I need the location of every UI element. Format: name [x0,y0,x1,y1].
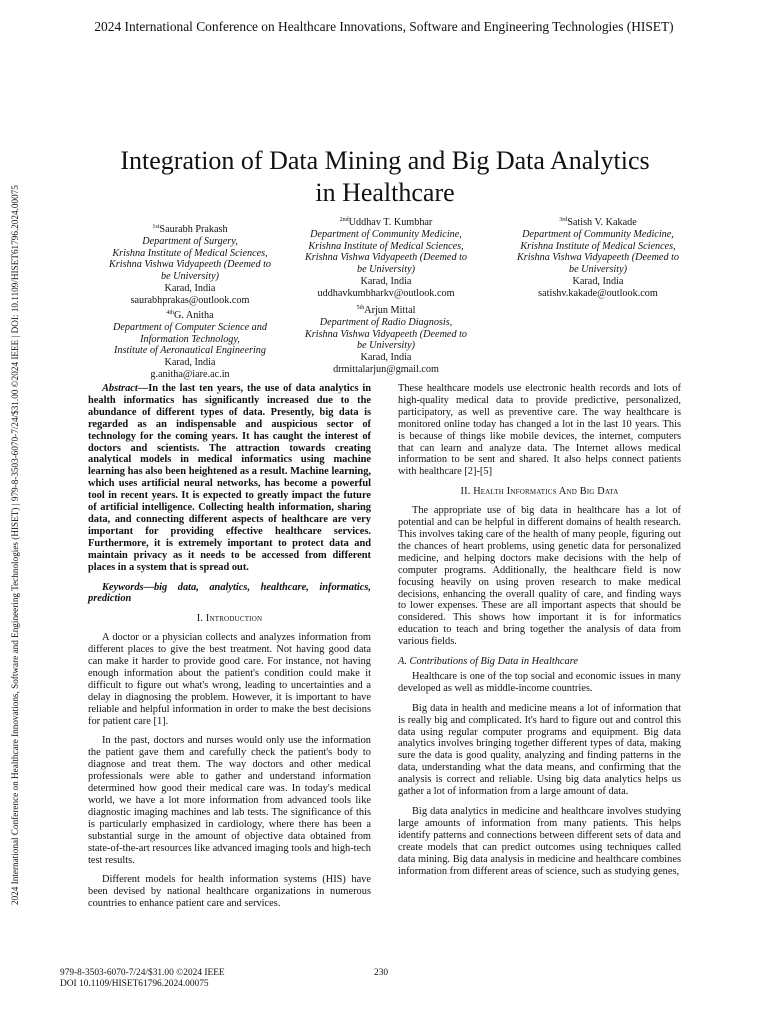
paragraph: Different models for health information systems (HIS) have been devised by national healthcare organizations in numerous countries to enhance patient care and services. [88,874,371,910]
paragraph: In the past, doctors and nurses would only use the information the patient gave them and carefully check the patient's body to diagnose and treat them. The way doctors and other medical professionals were able to gather and understand information determined how good their medical care was. In today's medical world, we have a lot more information from advanced tools like diagnostic imaging machines and lab tests. The significance of this is particularly emphasized in cardiology, where there has been a substantial surge in the amount of objective data obtained from state-of-the-art resources like advanced imaging tools and high-tech test results. [88,735,371,866]
page-number: 230 [374,968,389,978]
author-email: drmittalarjun@gmail.com [333,363,439,375]
paragraph: These healthcare models use electronic health records and lots of high-quality medical data to provide predictive, personalized, participatory, as well as preventive care. The way healthcare is monitored online today has changed a lot in the last 10 years. This is because of things like mobile devices, the internet, computers that can learn and analyze data. The Internet allows medical information to be sent and shared. It also helps connect patients with healthcare [2]-[5] [398,383,681,478]
author-dept-line: Department of Computer Science and [113,321,267,333]
author-email: uddhavkumbharkv@outlook.com [317,287,455,299]
author-name: Uddhav T. Kumbhar [348,217,433,228]
author-dept-line: be University) [357,340,415,352]
title-line-1: Integration of Data Mining and Big Data Analytics [120,146,650,175]
author-dept-line: Department of Community Medicine, [310,228,462,240]
left-column [88,383,371,918]
paragraph: Big data analytics in medicine and healthcare involves studying large amounts of information from many patients. This helps identify patterns and connections between different sets of data and create models that can predict outcomes using techniques called data mining. Big data analysis in medicine and healthcare combines information from different areas of science, such as studying genes, [398,806,681,877]
abstract-text: —In the last ten years, the use of data analytics in health informatics has significantly increased due to the abundance of different types of data. Presently, big data is regarded as an indispensable and auspicious sector of technology for the coming years. It has caught the interest of doctors and scientists. The attraction towards creating analytical models in medical informatics using machine learning has also been heightened as a result. Machine learning, which uses artificial neural networks, has become a powerful tool in recent years. It is expected to greatly impact the future of artificial intelligence. Collecting health information, sharing data, and connecting different aspects of healthcare are very important for providing effective healthcare services. Furthermore, it is extremely important to protect data and maintain privacy as it needs to be accessed from different places in a system that is spread out. [88,383,371,573]
author-dept-line: Krishna Institute of Medical Sciences, [112,247,268,259]
section-heading-introduction: I. Introduction [196,613,263,625]
author-name: G. Anitha [174,310,214,321]
author-block-2 [282,215,490,300]
author-place: Karad, India [360,352,412,364]
author-ordinal: 2nd [339,217,349,223]
author-dept-line: Krishna Vishwa Vidyapeeth (Deemed to [304,252,468,264]
author-block-5 [282,303,490,376]
right-column [398,383,681,885]
author-block-1 [86,222,294,307]
author-name: Satish V. Kakade [567,217,637,228]
paragraph: Big data in health and medicine means a lot of information that is really big and complicated. It's hard to figure out and control this data using regular computer programs and equipment. Big data analytics involves bringing together different types of data, making sure the data is good quality, analyzing and finding patterns in the data, understanding what the data means, and confirming that the analysis is correct and reliable. Using big data analytics helps us gather a lot of information from a large amount of data. [398,702,681,798]
author-dept-line: be University) [161,271,219,283]
author-dept-line: Krishna Vishwa Vidyapeeth (Deemed to [516,252,680,264]
author-dept-line: Department of Surgery, [142,235,238,247]
subsection-heading: A. Contributions of Big Data in Healthcare [398,656,578,668]
keywords: Keywords—big data, analytics, healthcare, informatics, prediction [88,581,371,605]
author-block-4 [72,308,308,381]
author-dept-line: Institute of Aeronautical Engineering [114,345,266,357]
author-dept-line: Krishna Institute of Medical Sciences, [520,240,676,252]
author-email: g.anitha@iare.ac.in [150,368,230,380]
footer-doi: DOI 10.1109/HISET61796.2024.00075 [60,979,209,989]
author-dept-line: Krishna Institute of Medical Sciences, [308,240,464,252]
author-email: satishv.kakade@outlook.com [538,287,658,299]
author-place: Karad, India [360,275,412,287]
side-doi-strip: 2024 International Conference on Healthcare Innovations, Software and Engineering Technologies (HISET) | 979-8-3503-6070-7/24/$31.00 ©2024 IEEE | DOI: 10.1109/HISET61796.2024.00075 [10,185,20,905]
author-ordinal: 3rd [559,217,568,223]
author-block-3 [494,215,702,300]
author-dept-line: Krishna Vishwa Vidyapeeth (Deemed to [304,328,468,340]
author-ordinal: 1st [152,224,160,230]
conference-header: 2024 International Conference on Healthcare Innovations, Software and Engineering Technologies (HISET) [94,19,674,34]
author-ordinal: 4th [166,310,175,316]
author-dept-line: Krishna Vishwa Vidyapeeth (Deemed to [108,259,272,271]
author-place: Karad, India [164,357,216,369]
author-place: Karad, India [572,275,624,287]
abstract-label: Abstract [102,383,138,394]
section-heading-health-informatics: II. Health Informatics And Big Data [460,486,619,498]
paragraph: A doctor or a physician collects and analyzes information from different places to give the best treatment. Not having good data can make it harder to provide good care. For instance, not having enough information about the patient's condition could make it difficult to figure out what's wrong, leading to uncertainties and a delay in diagnosing the problem. However, it is important to have reliable and helpful information in order to make the best decisions for patient care [1]. [88,632,371,727]
author-dept-line: Information Technology, [140,333,240,345]
paragraph: The appropriate use of big data in healthcare has a lot of potential and can be helpful in different domains of health research. This involves taking care of the health of many people, figuring out the chances of heart problems, using genetic data for personalized medicine, and helping doctors make decisions with the help of computer programs. Additionally, the healthcare field is now focusing heavily on using proven research to make medical decisions, enhancing the overall quality of care, and finding ways to lower expenses. These are all important aspects that should be considered. This shows how important it is for informatics education to teach and bring together the analysis of data from various fields. [398,505,681,648]
author-place: Karad, India [164,282,216,294]
abstract [88,383,371,574]
title-line-2: in Healthcare [315,178,455,207]
paragraph: Healthcare is one of the top social and economic issues in many developed as well as middle-income countries. [398,670,681,694]
author-dept-line: Department of Radio Diagnosis, [319,316,453,328]
author-email: saurabhprakas@outlook.com [130,294,250,306]
author-ordinal: 5th [356,305,365,311]
paper-title [60,145,710,209]
footer-copyright [60,968,225,990]
footer-isbn: 979-8-3503-6070-7/24/$31.00 ©2024 IEEE [60,968,225,978]
author-dept-line: be University) [569,264,627,276]
author-name: Saurabh Prakash [159,224,228,235]
author-name: Arjun Mittal [364,305,416,316]
author-dept-line: Department of Community Medicine, [522,228,674,240]
author-dept-line: be University) [357,264,415,276]
